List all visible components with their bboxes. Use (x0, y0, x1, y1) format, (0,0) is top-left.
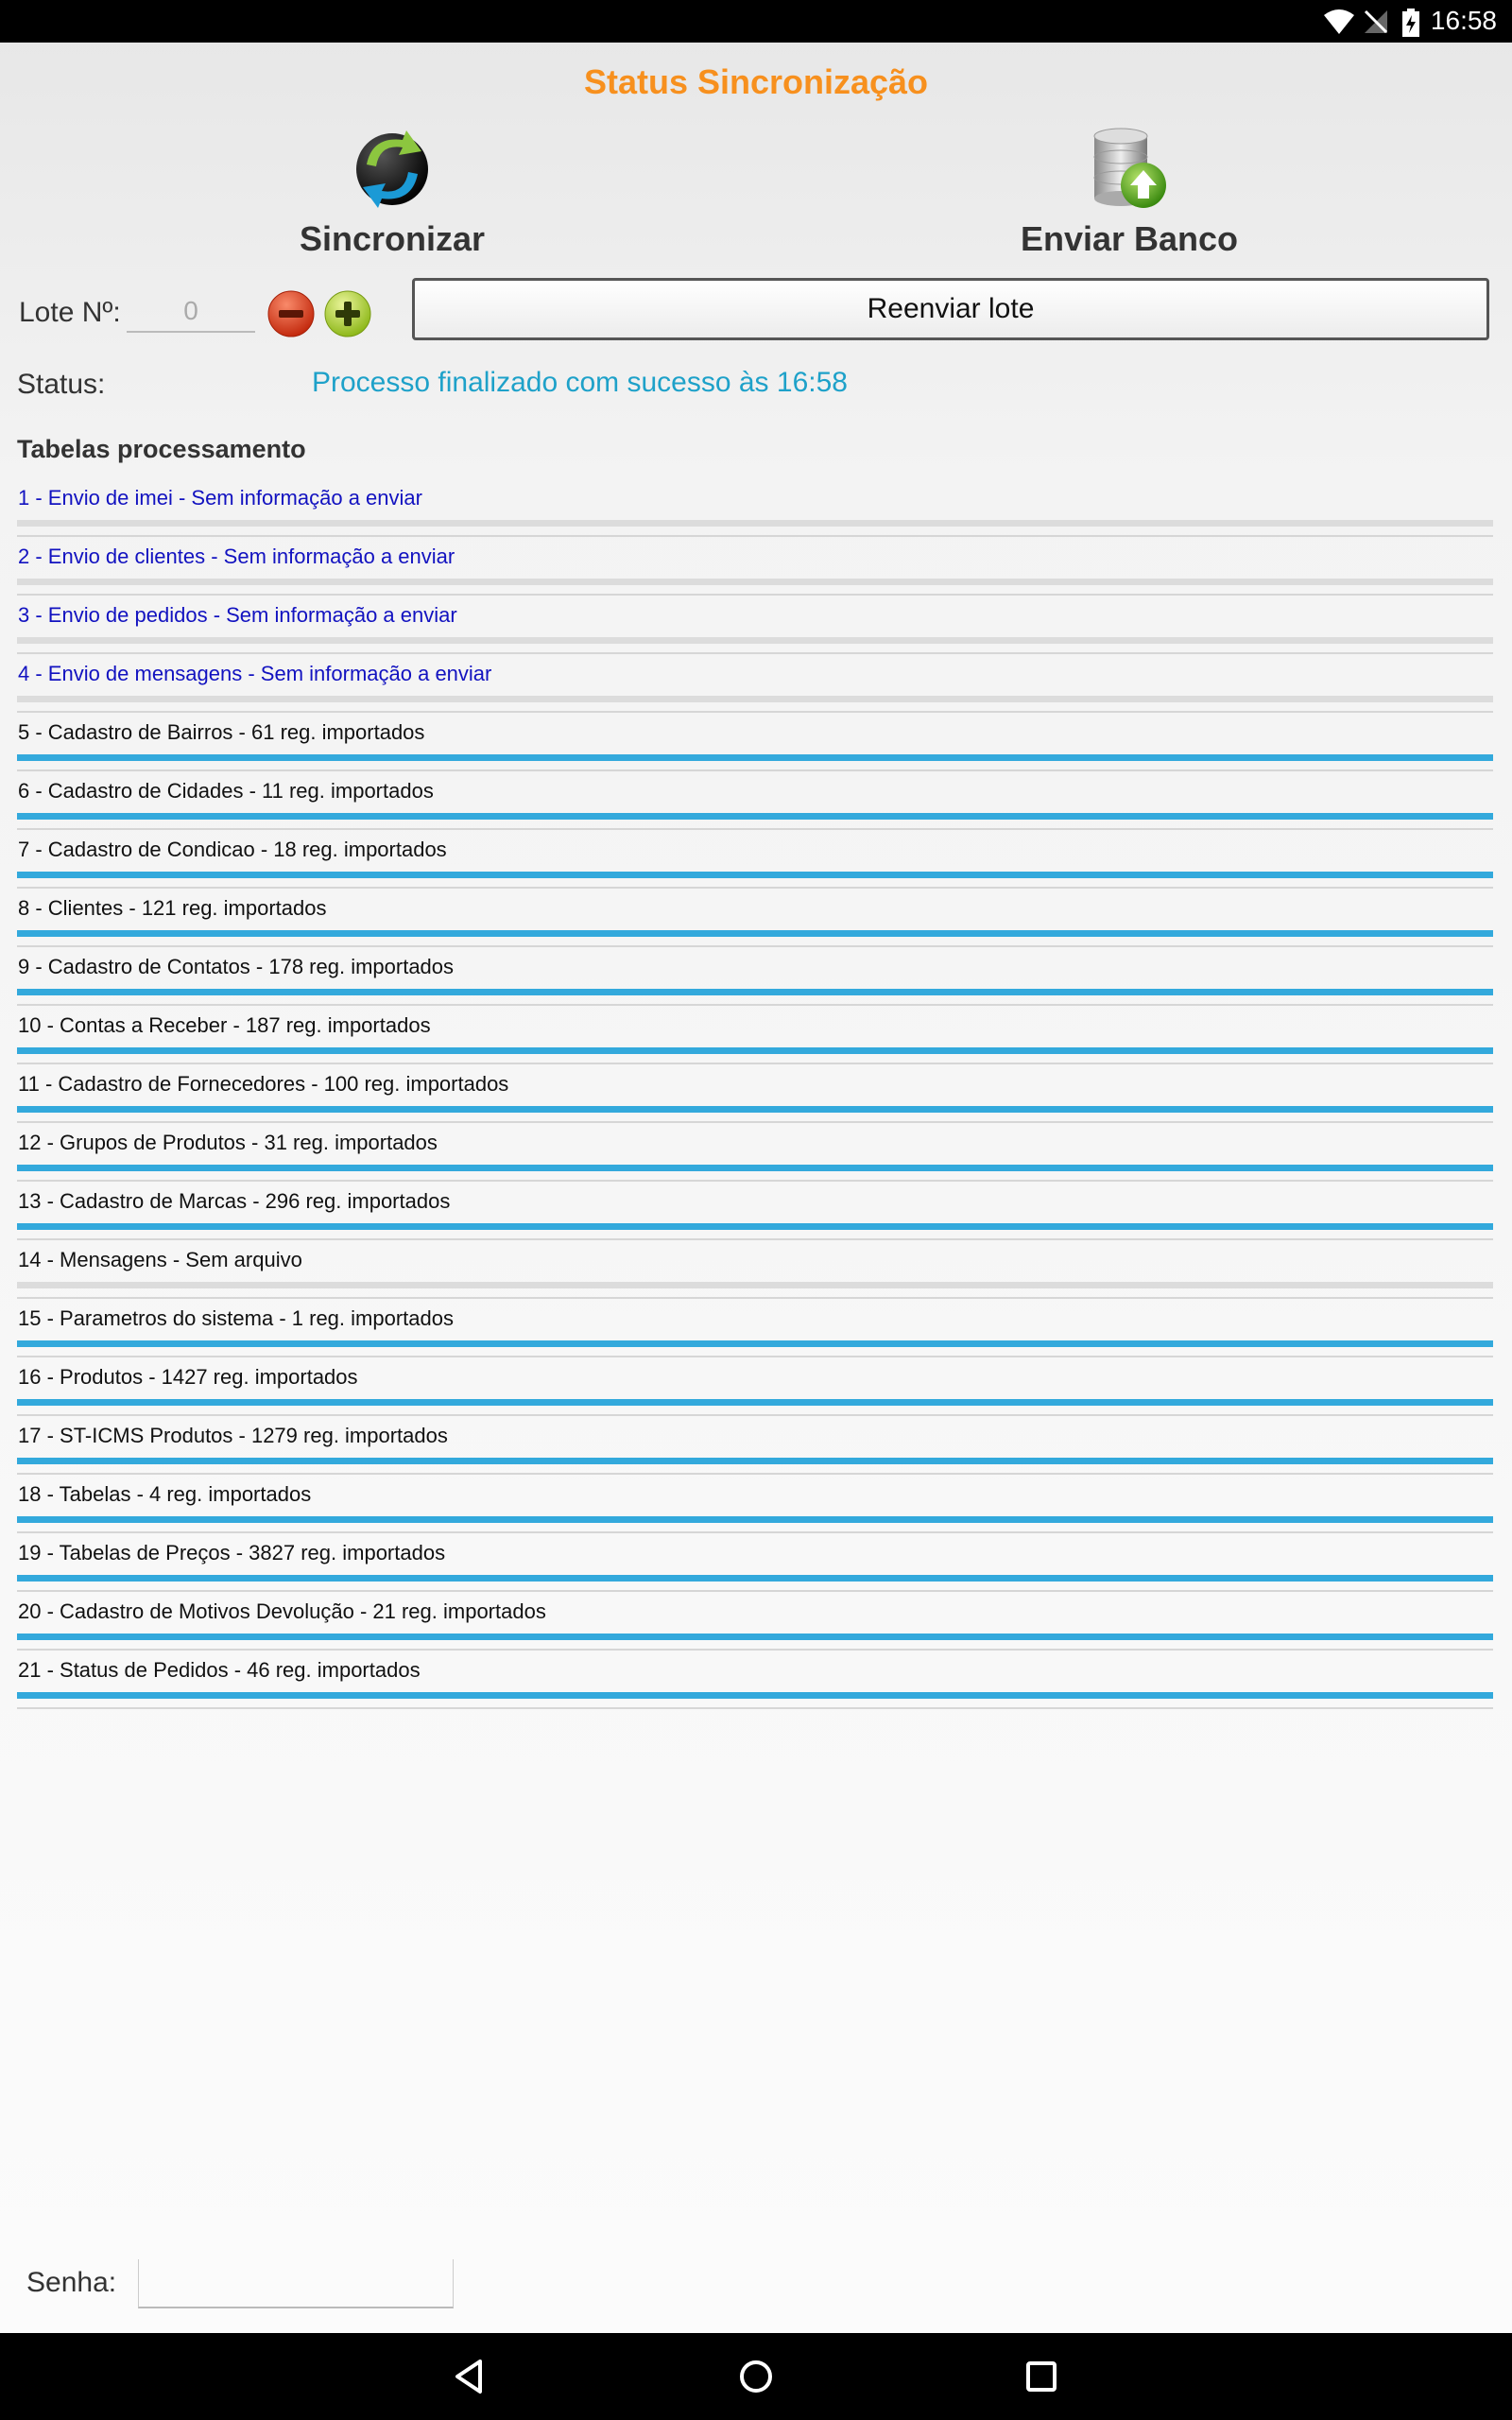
list-item-label: 10 - Contas a Receber - 187 reg. importados (18, 1013, 431, 1037)
status-label: Status: (17, 369, 106, 400)
progress-bar (17, 930, 1493, 937)
progress-bar (17, 754, 1493, 761)
lote-row (0, 276, 1512, 352)
list-item-label: 12 - Grupos de Produtos - 31 reg. importados (18, 1131, 438, 1154)
progress-bar (17, 1165, 1493, 1171)
database-upload-icon (1087, 127, 1172, 212)
list-item (17, 1182, 1493, 1240)
list-item-label: 20 - Cadastro de Motivos Devolução - 21 reg. importados (18, 1599, 546, 1623)
send-database-button[interactable] (931, 127, 1328, 259)
list-item (17, 771, 1493, 830)
plus-icon[interactable] (323, 289, 372, 338)
page-title: Status Sincronização (583, 62, 929, 101)
progress-fill (17, 1047, 1493, 1054)
sync-icon (350, 127, 435, 212)
list-item-label: 11 - Cadastro de Fornecedores - 100 reg. importados (18, 1072, 509, 1096)
list-item-label: 15 - Parametros do sistema - 1 reg. importados (18, 1306, 454, 1330)
progress-fill (17, 930, 1493, 937)
list-item-label: 21 - Status de Pedidos - 46 reg. importados (18, 1658, 421, 1682)
list-item-label: 5 - Cadastro de Bairros - 61 reg. importados (18, 720, 425, 744)
wifi-icon (1323, 9, 1355, 35)
progress-bar (17, 1575, 1493, 1582)
minus-icon[interactable] (266, 289, 316, 338)
list-item (17, 1592, 1493, 1651)
list-item (17, 1357, 1493, 1416)
list-item-label: 2 - Envio de clientes - Sem informação a enviar (18, 544, 455, 568)
sync-label: Sincronizar (299, 219, 486, 258)
tables-list (17, 478, 1493, 1709)
navigation-bar (0, 2333, 1512, 2420)
battery-charging-icon (1402, 9, 1419, 37)
progress-fill (17, 1516, 1493, 1523)
progress-bar (17, 1458, 1493, 1464)
list-item (17, 889, 1493, 947)
lote-number-input[interactable] (127, 291, 255, 333)
progress-fill (17, 1340, 1493, 1347)
list-item (17, 537, 1493, 596)
list-item-label: 6 - Cadastro de Cidades - 11 reg. importados (18, 779, 434, 803)
lote-label: Lote Nº: (19, 297, 121, 328)
progress-fill (17, 1692, 1493, 1699)
list-item (17, 1651, 1493, 1709)
progress-fill (17, 1399, 1493, 1406)
list-item (17, 478, 1493, 537)
list-item-label: 1 - Envio de imei - Sem informação a enviar (18, 486, 422, 510)
progress-bar (17, 1634, 1493, 1640)
status-bar (0, 0, 1512, 43)
clock: 16:58 (1430, 6, 1497, 35)
list-item-label: 3 - Envio de pedidos - Sem informação a enviar (18, 603, 457, 627)
recents-icon[interactable] (1019, 2354, 1064, 2399)
progress-bar (17, 1399, 1493, 1406)
list-item-label: 19 - Tabelas de Preços - 3827 reg. importados (18, 1541, 446, 1564)
list-item (17, 1064, 1493, 1123)
progress-bar (17, 1047, 1493, 1054)
progress-bar (17, 813, 1493, 820)
progress-bar (17, 696, 1493, 702)
password-label: Senha: (26, 2267, 117, 2298)
resend-batch-button[interactable]: Reenviar lote (412, 278, 1489, 340)
list-item (17, 1475, 1493, 1533)
status-value: Processo finalizado com sucesso às 16:58 (312, 367, 848, 398)
list-item-label: 13 - Cadastro de Marcas - 296 reg. importados (18, 1189, 451, 1213)
list-item-label: 18 - Tabelas - 4 reg. importados (18, 1482, 312, 1506)
progress-bar (17, 1282, 1493, 1288)
list-item-label: 16 - Produtos - 1427 reg. importados (18, 1365, 358, 1389)
list-item (17, 654, 1493, 713)
progress-bar (17, 1516, 1493, 1523)
list-item (17, 713, 1493, 771)
list-item (17, 1006, 1493, 1064)
list-item-label: 17 - ST-ICMS Produtos - 1279 reg. importados (18, 1424, 448, 1447)
progress-fill (17, 1223, 1493, 1230)
progress-fill (17, 1106, 1493, 1113)
progress-bar (17, 1106, 1493, 1113)
progress-fill (17, 989, 1493, 995)
list-item-label: 4 - Envio de mensagens - Sem informação a enviar (18, 662, 492, 685)
progress-bar (17, 989, 1493, 995)
list-item (17, 830, 1493, 889)
list-item-label: 7 - Cadastro de Condicao - 18 reg. importados (18, 838, 447, 861)
home-icon[interactable] (733, 2354, 779, 2399)
progress-fill (17, 1165, 1493, 1171)
progress-bar (17, 1340, 1493, 1347)
list-item-label: 8 - Clientes - 121 reg. importados (18, 896, 327, 920)
progress-fill (17, 1634, 1493, 1640)
back-icon[interactable] (448, 2354, 493, 2399)
list-item (17, 947, 1493, 1006)
progress-bar (17, 579, 1493, 585)
list-item (17, 1240, 1493, 1299)
list-item (17, 1123, 1493, 1182)
progress-bar (17, 872, 1493, 878)
list-item (17, 1533, 1493, 1592)
progress-fill (17, 1458, 1493, 1464)
list-item (17, 1416, 1493, 1475)
progress-fill (17, 754, 1493, 761)
progress-bar (17, 1692, 1493, 1699)
list-item (17, 596, 1493, 654)
progress-fill (17, 813, 1493, 820)
send-database-label: Enviar Banco (1020, 219, 1239, 258)
progress-fill (17, 872, 1493, 878)
list-item-label: 9 - Cadastro de Contatos - 178 reg. importados (18, 955, 455, 978)
progress-bar (17, 1223, 1493, 1230)
list-item-label: 14 - Mensagens - Sem arquivo (18, 1248, 302, 1271)
progress-bar (17, 520, 1493, 527)
tables-section-title: Tabelas processamento (17, 435, 306, 463)
password-input[interactable] (138, 2259, 454, 2308)
progress-fill (17, 1575, 1493, 1582)
sync-button[interactable] (194, 127, 591, 259)
progress-bar (17, 637, 1493, 644)
no-signal-icon (1363, 9, 1389, 35)
list-item (17, 1299, 1493, 1357)
